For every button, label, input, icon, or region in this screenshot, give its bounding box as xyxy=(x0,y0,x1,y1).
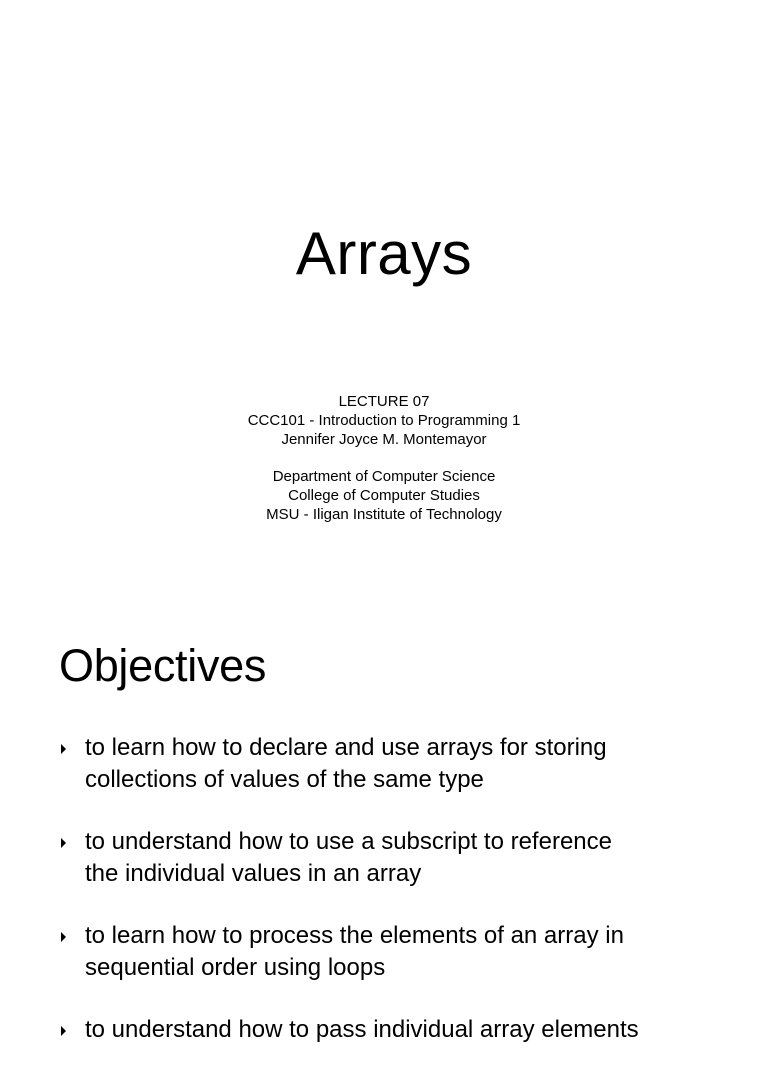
objective-line: sequential order using loops xyxy=(85,953,386,981)
slide-title: Arrays xyxy=(295,220,473,287)
author-name: Jennifer Joyce M. Montemayor xyxy=(281,431,487,448)
lecture-number: LECTURE 07 xyxy=(338,393,430,410)
objective-line: to learn how to declare and use arrays for storing xyxy=(85,734,607,761)
objectives-list xyxy=(59,732,719,1077)
institution-name: MSU - Iligan Institute of Technology xyxy=(266,506,502,523)
course-name: CCC101 - Introduction to Programming 1 xyxy=(247,412,521,429)
title-slide-subtitle xyxy=(0,392,768,524)
college-name: College of Computer Studies xyxy=(288,487,480,504)
bullet-triangle-icon xyxy=(61,744,66,754)
objective-line: to learn how to process the elements of an array in xyxy=(85,922,624,949)
objectives-heading: Objectives xyxy=(59,640,267,691)
bullet-triangle-icon xyxy=(61,932,66,942)
objective-item xyxy=(59,920,719,983)
objective-line: to understand how to use a subscript to reference xyxy=(85,828,612,855)
bullet-triangle-icon xyxy=(61,1026,66,1036)
objective-line: the individual values in an array xyxy=(85,859,422,887)
objective-item xyxy=(59,732,719,795)
objective-item xyxy=(59,1014,719,1046)
objective-line: collections of values of the same type xyxy=(85,765,484,793)
department-name: Department of Computer Science xyxy=(272,468,496,485)
objective-item xyxy=(59,826,719,889)
objective-line: to understand how to pass individual array elements xyxy=(85,1016,639,1043)
bullet-triangle-icon xyxy=(61,838,66,848)
